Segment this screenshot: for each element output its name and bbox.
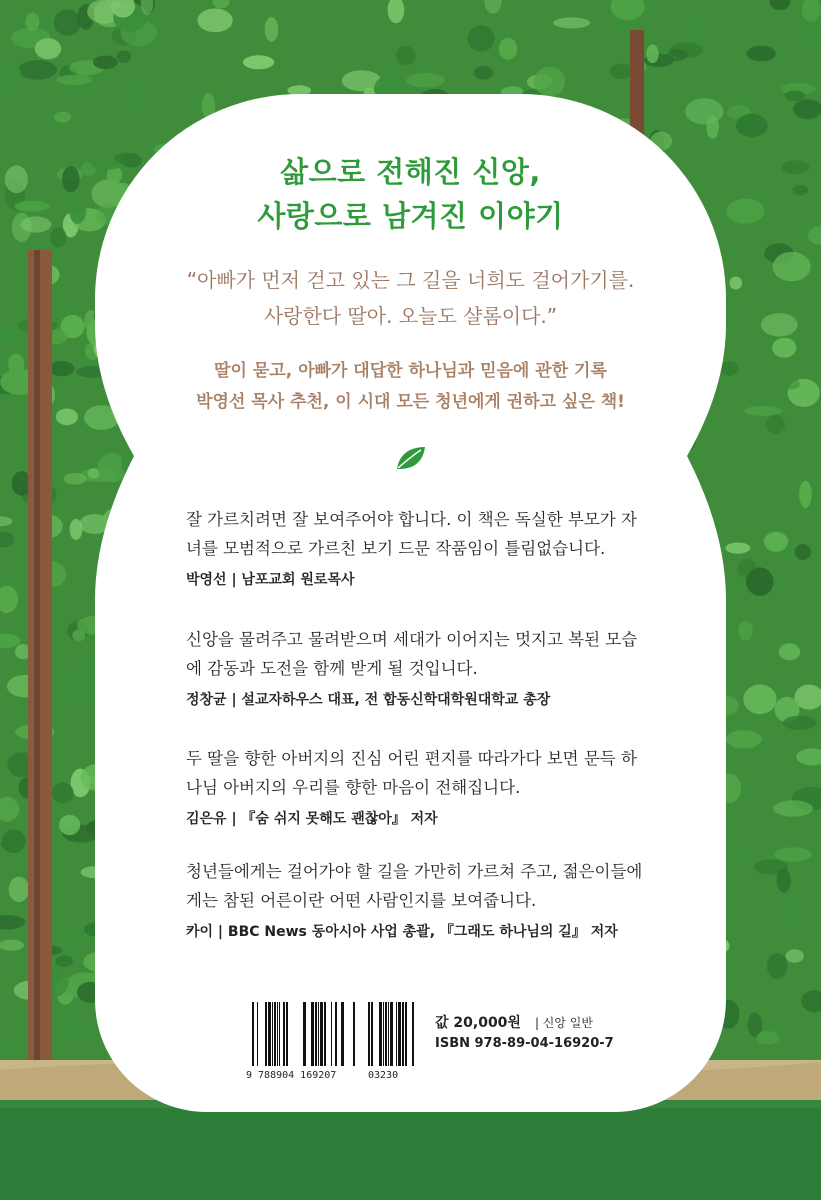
review-1-byline: 박영선 | 남포교회 원로목사 — [186, 572, 355, 588]
review-4-text-line-2: 게는 참된 어른이란 어떤 사람인지를 보여줍니다. — [186, 891, 537, 910]
isbn-barcode — [244, 1000, 422, 1082]
headline-line-2: 사랑으로 남겨진 이야기 — [257, 199, 564, 233]
subheadline-line-1: 딸이 묻고, 아빠가 대답한 하나님과 믿음에 관한 기록 — [214, 361, 607, 381]
isbn-number: ISBN 978-89-04-16920-7 — [435, 1036, 614, 1051]
barcode-digits-addon: 03230 — [368, 1070, 399, 1081]
review-4-text-line-1: 청년들에게는 걸어가야 할 길을 가만히 가르쳐 주고, 젊은이들에 — [186, 862, 643, 881]
review-2-text-line-1: 신앙을 물려주고 물려받으며 세대가 이어지는 멋지고 복된 모습 — [186, 630, 638, 649]
headline-line-1: 삶으로 전해진 신앙, — [280, 155, 541, 189]
subheadline-line-2: 박영선 목사 추천, 이 시대 모든 청년에게 권하고 싶은 책! — [196, 392, 625, 412]
review-4-byline: 카이 | BBC News 동아시아 사업 총괄, 『그래도 하나님의 길』 저자 — [186, 924, 618, 940]
review-1 — [186, 505, 656, 593]
review-3-text-line-2: 나님 아버지의 우리를 향한 마음이 전해집니다. — [186, 778, 521, 797]
review-3-byline: 김은유 | 『숨 쉬지 못해도 괜찮아』 저자 — [186, 811, 438, 827]
barcode-bars-addon — [368, 1002, 414, 1066]
review-2-text-line-2: 에 감동과 도전을 함께 받게 될 것입니다. — [186, 659, 478, 678]
review-2 — [186, 625, 656, 713]
barcode-digits-main: 9 788904 169207 — [246, 1070, 337, 1081]
review-1-text-line-1: 잘 가르치려면 잘 보여주어야 합니다. 이 책은 독실한 부모가 자 — [186, 510, 637, 529]
review-3-text-line-1: 두 딸을 향한 아버지의 진심 어린 편지를 따라가다 보면 문득 하 — [186, 749, 637, 768]
leaf-icon — [395, 445, 427, 471]
barcode-bars-main — [252, 1002, 355, 1066]
price-label: 값 20,000원 — [435, 1015, 521, 1031]
quote-line-1: “아빠가 먼저 걷고 있는 그 길을 너희도 걸어가기를. — [186, 268, 635, 292]
quote-line-2: 사랑한다 딸아. 오늘도 샬롬이다.” — [263, 304, 558, 328]
review-3 — [186, 744, 656, 832]
category-label: | 신앙 일반 — [534, 1016, 593, 1030]
review-2-byline: 정창균 | 설교자하우스 대표, 전 합동신학대학원대학교 총장 — [186, 692, 551, 708]
price-line — [435, 1012, 593, 1032]
review-4 — [186, 857, 656, 945]
review-1-text-line-2: 녀를 모범적으로 가르친 보기 드문 작품임이 틀림없습니다. — [186, 539, 606, 558]
